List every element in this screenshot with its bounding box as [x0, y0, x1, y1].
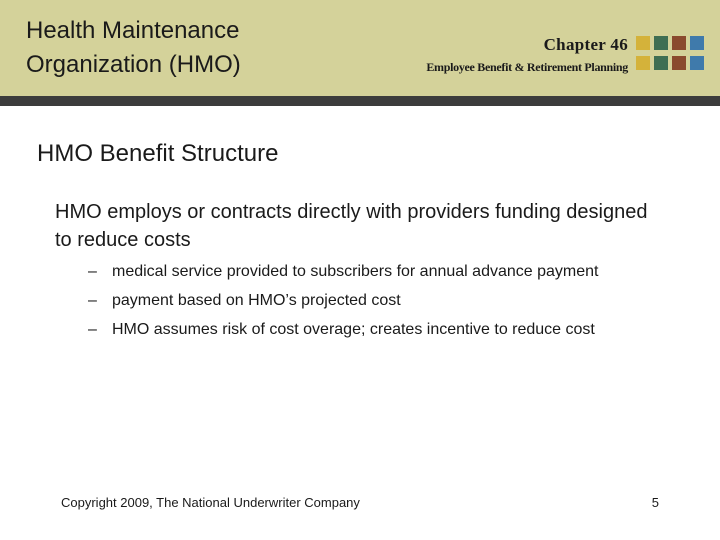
section-heading: HMO Benefit Structure [37, 140, 279, 167]
bullet-text: medical service provided to subscribers for annual advance payment [112, 263, 599, 280]
bullet-marker: – [88, 321, 97, 338]
square-top-3 [672, 36, 686, 50]
square-top-1 [636, 36, 650, 50]
square-bottom-4 [690, 56, 704, 70]
list-item [88, 318, 648, 342]
decorative-squares [636, 36, 706, 76]
bullet-text: HMO assumes risk of cost overage; creates incentive to reduce cost [112, 321, 595, 338]
body-paragraph: HMO employs or contracts directly with providers funding designed to reduce costs [55, 201, 648, 251]
bullet-marker: – [88, 263, 97, 280]
copyright-footer: Copyright 2009, The National Underwriter Company [61, 495, 360, 510]
square-top-2 [654, 36, 668, 50]
bullet-marker: – [88, 292, 97, 309]
slide-title: Health Maintenance Organization (HMO) [26, 17, 241, 78]
square-bottom-2 [654, 56, 668, 70]
list-item [88, 289, 648, 313]
list-item [88, 260, 648, 284]
bullet-list [88, 260, 648, 347]
slide-header [0, 0, 720, 96]
page-number: 5 [651, 495, 659, 510]
header-divider [0, 96, 720, 106]
book-subtitle: Employee Benefit & Retirement Planning [426, 60, 628, 74]
square-bottom-3 [672, 56, 686, 70]
square-top-4 [690, 36, 704, 50]
chapter-label: Chapter 46 [543, 35, 628, 54]
square-bottom-1 [636, 56, 650, 70]
bullet-text: payment based on HMO’s projected cost [112, 292, 401, 309]
